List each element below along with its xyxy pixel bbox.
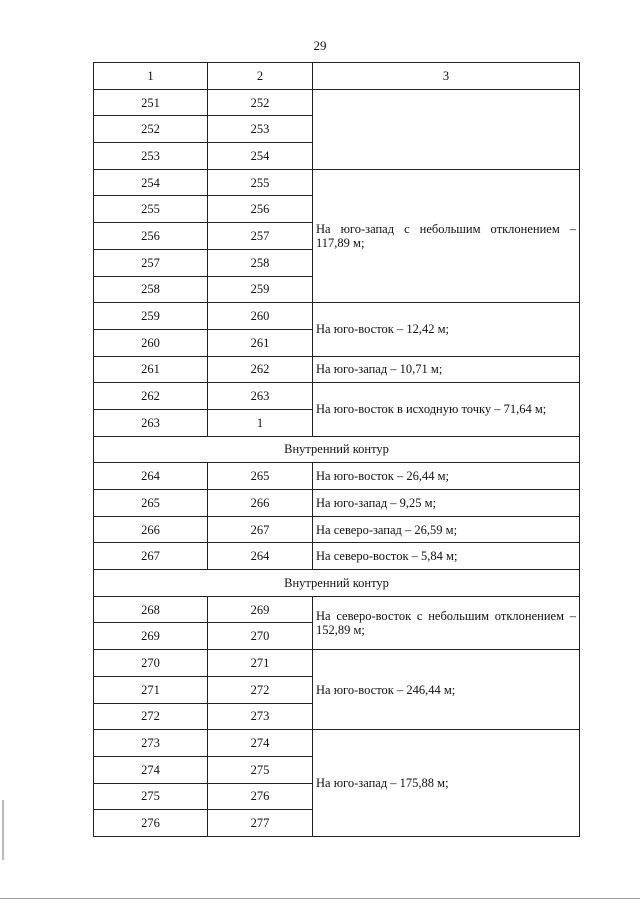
point-from-cell: 260 [94, 329, 208, 356]
point-from-cell: 275 [94, 783, 208, 810]
point-to-cell: 1 [208, 409, 313, 436]
point-from-cell: 254 [94, 169, 208, 196]
section-title: Внутренний контур [94, 436, 580, 463]
point-to-cell: 274 [208, 730, 313, 757]
table-row [94, 169, 580, 196]
direction-description-cell: На юго-восток – 246,44 м; [313, 650, 580, 730]
point-to-cell: 261 [208, 329, 313, 356]
point-from-cell: 264 [94, 463, 208, 490]
point-from-cell: 256 [94, 223, 208, 250]
header-cell-point-from: 1 [94, 63, 208, 90]
point-to-cell: 267 [208, 516, 313, 543]
point-to-cell: 260 [208, 303, 313, 330]
point-to-cell: 265 [208, 463, 313, 490]
boundary-table [93, 62, 580, 837]
point-from-cell: 266 [94, 516, 208, 543]
point-from-cell: 265 [94, 490, 208, 517]
table-row [94, 543, 580, 570]
table-row [94, 89, 580, 116]
direction-description-cell [313, 89, 580, 169]
direction-description-cell: На юго-запад – 10,71 м; [313, 356, 580, 383]
point-from-cell: 268 [94, 596, 208, 623]
scan-margin-mark [2, 800, 4, 860]
scan-bottom-edge [0, 898, 640, 899]
point-to-cell: 258 [208, 249, 313, 276]
table-row [94, 516, 580, 543]
point-to-cell: 259 [208, 276, 313, 303]
direction-description-cell: На юго-запад – 175,88 м; [313, 730, 580, 837]
point-from-cell: 276 [94, 810, 208, 837]
table-header-row [94, 63, 580, 90]
point-to-cell: 263 [208, 383, 313, 410]
point-to-cell: 271 [208, 650, 313, 677]
point-from-cell: 252 [94, 116, 208, 143]
direction-description-cell: На юго-восток в исходную точку – 71,64 м; [313, 383, 580, 436]
point-from-cell: 263 [94, 409, 208, 436]
table-row [94, 303, 580, 330]
header-cell-point-to: 2 [208, 63, 313, 90]
page-number: 29 [313, 38, 327, 53]
point-from-cell: 272 [94, 703, 208, 730]
point-from-cell: 253 [94, 143, 208, 170]
point-from-cell: 262 [94, 383, 208, 410]
point-from-cell: 273 [94, 730, 208, 757]
point-to-cell: 269 [208, 596, 313, 623]
direction-description-cell: На юго-запад – 9,25 м; [313, 490, 580, 517]
point-from-cell: 274 [94, 756, 208, 783]
point-from-cell: 267 [94, 543, 208, 570]
point-to-cell: 252 [208, 89, 313, 116]
table-body [94, 89, 580, 836]
point-from-cell: 258 [94, 276, 208, 303]
point-from-cell: 259 [94, 303, 208, 330]
point-to-cell: 272 [208, 676, 313, 703]
section-title: Внутренний контур [94, 570, 580, 597]
point-from-cell: 270 [94, 650, 208, 677]
point-to-cell: 256 [208, 196, 313, 223]
table-row [94, 490, 580, 517]
point-from-cell: 257 [94, 249, 208, 276]
point-to-cell: 270 [208, 623, 313, 650]
point-from-cell: 269 [94, 623, 208, 650]
point-to-cell: 264 [208, 543, 313, 570]
header-cell-description: 3 [313, 63, 580, 90]
point-to-cell: 253 [208, 116, 313, 143]
table-row [94, 730, 580, 757]
table-row [94, 356, 580, 383]
direction-description-cell: На юго-восток – 26,44 м; [313, 463, 580, 490]
table-row [94, 383, 580, 410]
point-from-cell: 261 [94, 356, 208, 383]
direction-description-cell: На северо-запад – 26,59 м; [313, 516, 580, 543]
direction-description-cell: На северо-восток с небольшим отклонением – 152,89 м; [313, 596, 580, 649]
point-to-cell: 276 [208, 783, 313, 810]
section-row [94, 570, 580, 597]
point-from-cell: 255 [94, 196, 208, 223]
point-to-cell: 254 [208, 143, 313, 170]
point-to-cell: 273 [208, 703, 313, 730]
section-row [94, 436, 580, 463]
point-to-cell: 257 [208, 223, 313, 250]
point-to-cell: 262 [208, 356, 313, 383]
direction-description-cell: На северо-восток – 5,84 м; [313, 543, 580, 570]
point-from-cell: 271 [94, 676, 208, 703]
point-to-cell: 255 [208, 169, 313, 196]
point-from-cell: 251 [94, 89, 208, 116]
point-to-cell: 275 [208, 756, 313, 783]
point-to-cell: 277 [208, 810, 313, 837]
direction-description-cell: На юго-запад с небольшим отклонением – 117,89 м; [313, 169, 580, 302]
point-to-cell: 266 [208, 490, 313, 517]
table-row [94, 596, 580, 623]
table-row [94, 463, 580, 490]
direction-description-cell: На юго-восток – 12,42 м; [313, 303, 580, 356]
table-row [94, 650, 580, 677]
